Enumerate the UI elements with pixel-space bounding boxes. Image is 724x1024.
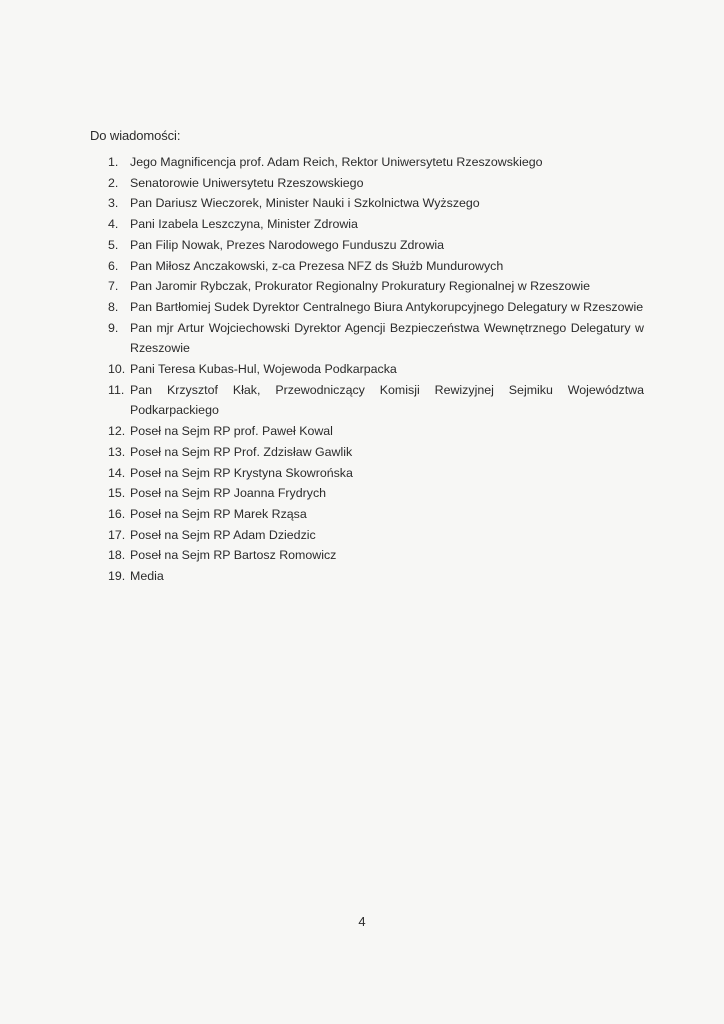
item-text: Pan Filip Nowak, Prezes Narodowego Funduszu Zdrowia [130, 237, 445, 252]
recipients-list [108, 152, 644, 587]
item-text: Poseł na Sejm RP Krystyna Skowrońska [130, 465, 353, 480]
item-text: Jego Magnificencja prof. Adam Reich, Rektor Uniwersytetu Rzeszowskiego [130, 155, 543, 169]
item-number: 16. [108, 506, 126, 521]
list-item [108, 256, 644, 277]
page-number: 4 [358, 914, 366, 929]
item-number: 9. [108, 320, 119, 335]
item-text: Poseł na Sejm RP Prof. Zdzisław Gawlik [130, 444, 353, 459]
item-text: Pani Teresa Kubas-Hul, Wojewoda Podkarpacka [130, 362, 397, 377]
item-number: 4. [108, 217, 119, 232]
list-item [108, 359, 644, 380]
item-number: 7. [108, 279, 119, 294]
item-number: 5. [108, 237, 119, 252]
item-number: 12. [108, 424, 126, 439]
list-item [108, 152, 644, 173]
item-number: 18. [108, 548, 126, 563]
item-text: Poseł na Sejm RP Joanna Frydrych [130, 486, 327, 501]
list-item [108, 380, 644, 421]
list-item [108, 173, 644, 194]
item-number: 3. [108, 196, 119, 211]
item-text: Media [130, 569, 164, 584]
item-text: Senatorowie Uniwersytetu Rzeszowskiego [130, 175, 364, 190]
item-number: 13. [108, 444, 126, 459]
list-item [108, 463, 644, 484]
item-text: Pani Izabela Leszczyna, Minister Zdrowia [130, 217, 358, 232]
item-text: Pan mjr Artur Wojciechowski Dyrektor Agencji Bezpieczeństwa Wewnętrznego Delegatury w Rzeszowie [130, 320, 644, 356]
list-item [108, 545, 644, 566]
item-text: Pan Krzysztof Kłak, Przewodniczący Komisji Rewizyjnej Sejmiku Województwa Podkarpackiego [130, 382, 644, 418]
item-number: 1. [108, 155, 119, 169]
item-number: 2. [108, 175, 119, 190]
item-number: 17. [108, 527, 126, 542]
item-text: Poseł na Sejm RP Marek Rząsa [130, 506, 307, 521]
item-text: Poseł na Sejm RP Adam Dziedzic [130, 527, 316, 542]
item-text: Poseł na Sejm RP Bartosz Romowicz [130, 548, 337, 563]
list-item [108, 297, 644, 318]
list-item [108, 566, 644, 587]
list-item [108, 421, 644, 442]
list-item [108, 442, 644, 463]
item-number: 8. [108, 299, 119, 314]
item-number: 6. [108, 258, 119, 273]
list-item [108, 193, 644, 214]
list-item [108, 235, 644, 256]
list-item [108, 318, 644, 359]
item-number: 19. [108, 569, 126, 584]
item-text: Poseł na Sejm RP prof. Paweł Kowal [130, 424, 333, 439]
list-item [108, 504, 644, 525]
item-text: Pan Bartłomiej Sudek Dyrektor Centralnego Biura Antykorupcyjnego Delegatury w Rzeszowie [130, 299, 644, 314]
item-text: Pan Miłosz Anczakowski, z-ca Prezesa NFZ ds Służb Mundurowych [130, 258, 504, 273]
item-text: Pan Dariusz Wieczorek, Minister Nauki i Szkolnictwa Wyższego [130, 196, 480, 211]
list-item [108, 483, 644, 504]
list-item [108, 214, 644, 235]
item-number: 11. [108, 382, 125, 397]
list-item [108, 525, 644, 546]
item-number: 10. [108, 362, 126, 377]
item-text: Pan Jaromir Rybczak, Prokurator Regionalny Prokuratury Regionalnej w Rzeszowie [130, 279, 591, 294]
list-item [108, 276, 644, 297]
recipients-heading: Do wiadomości: [90, 128, 181, 143]
item-number: 15. [108, 486, 126, 501]
item-number: 14. [108, 465, 126, 480]
